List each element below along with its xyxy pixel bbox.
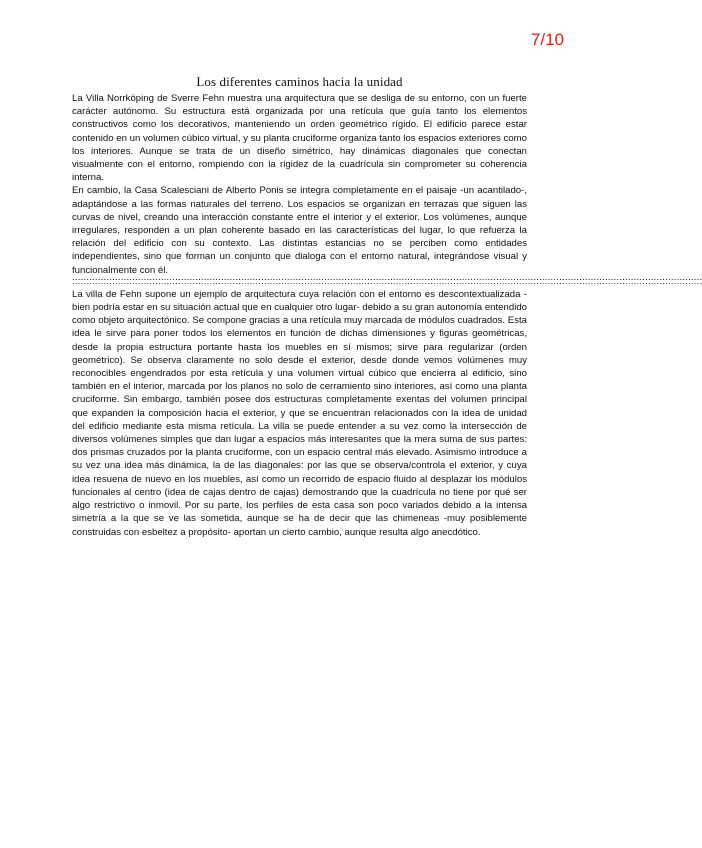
summary-section — [72, 92, 527, 277]
paragraph-villa-fehn-analysis: La villa de Fehn supone un ejemplo de arquitectura cuya relación con el entorno es descontextualizada -bien podría estar en su situación actual que en cualquier otro lugar- debido a su gran autonomía entendido como objeto arquitectónico. Se compone gracias a una retícula muy marcada de módulos cuadrados. Esta idea le sirve para poner todos los elementos en función de dichas dimensiones y figuras geométricas, desde la propia estructura portante hasta los muebles en sí mismos; sirve para regularizar (orden geométrico). Se observa claramente no solo desde el exterior, desde donde vemos volúmenes muy reconocibles engendrados por esta retícula y una volumen virtual cúbico que encierra al edificio, sino también en el interior, marcada por los planos no solo de cerramiento sino interiores, así como una planta cruciforme. Sin embargo, también posee dos estructuras completamente exentas del volumen principal que expanden la composición hacia el exterior, y que se encuentran relacionados con la idea de unidad del edificio mediante esta misma retícula. La villa se puede entender a su vez como la intersección de diversos volúmenes simples que dan lugar a espacios más interesantes que la mera suma de sus partes: dos prismas cruzados por la planta cruciforme, con un espacio central más elevado. Asimismo introduce a su vez una idea más dinámica, la de las diagonales: por las que se observa/controla el exterior, y cuya idea resuena de nuevo en los muebles, así como un recorrido de espacio fluido al desplazar los módulos funcionales al centro (idea de cajas dentro de cajas) demostrando que la cuadrícula no tiene por qué ser algo restrictivo o inmovil. Por su parte, los perfiles de esta casa son poco variados debido a la intensa simetría a la que se ve las sometida, aunque se ha de decir que las chimeneas -muy posiblemente construidas con esbeltez a propósito- aportan un cierto cambio, aunque resulta algo anecdótico. — [72, 288, 527, 538]
document-body — [72, 74, 702, 539]
dotted-separator: :::::::::::::::::::::::::::::::::::::::::::::::::::::::::::::::::::::::::::::::::::::::::::::::::::::::::::::::::::::::::::::::::::::::::::::::::::::::::::::::::::::::::::::::::::::::::::::::::::::::::::::::::::::::::::: — [72, 275, 702, 287]
analysis-section — [72, 288, 527, 539]
document-title: Los diferentes caminos hacia la unidad — [196, 74, 403, 89]
page-number: 7/10 — [530, 30, 564, 49]
paragraph-villa-norrkoping: La Villa Norrköping de Sverre Fehn muestra una arquitectura que se desliga de su entorno, con un fuerte carácter autónomo. Su estructura está organizada por una retícula que guía tanto los elementos constructivos como los decorativos, manteniendo un orden geométrico rígido. El edificio parece estar contenido en un volumen cúbico virtual, y su planta cruciforme organiza tanto los espacios exteriores como los interiores. Aunque se trata de un diseño simétrico, hay dinámicas diagonales que conectan visualmente con el entorno, rompiendo con la rigidez de la cuadrícula sin comprometer su coherencia interna. — [72, 93, 527, 184]
paragraph-casa-scalesciani: En cambio, la Casa Scalesciani de Alberto Ponis se integra completamente en el paisaje -un acantilado-, adaptándose a las formas naturales del terreno. Los espacios se organizan en terrazas que siguen las curvas de nivel, creando una interacción constante entre el interior y el exterior. Los volúmenes, aunque irregulares, responden a un plan coherente basado en las características del lugar, lo que refuerza la relación del edificio con su contexto. Las distintas estancias no se perciben como entidades independientes, sino que forman un conjunto que dialoga con el entorno natural, integrándose visual y funcionalmente con él. — [72, 185, 527, 276]
